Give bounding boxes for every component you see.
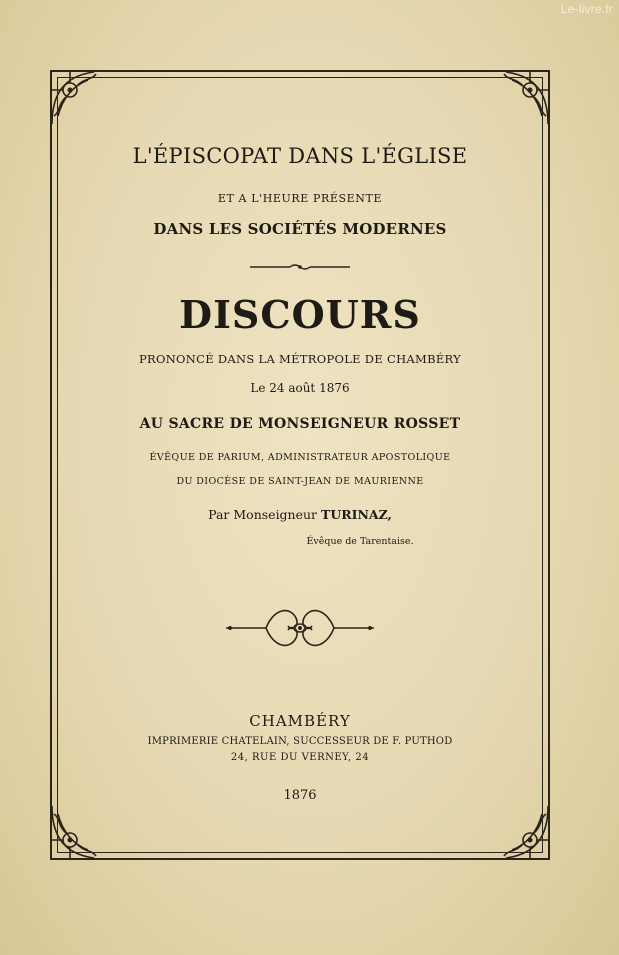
author-role: Évêque de Tarentaise. (306, 536, 414, 547)
watermark: Le-livre.fr (560, 2, 613, 16)
author-prefix: Par Monseigneur (208, 507, 318, 522)
role-line-2: DU DIOCÈSE DE SAINT-JEAN DE MAURIENNE (176, 476, 424, 487)
title-line-3: DANS LES SOCIÉTÉS MODERNES (153, 220, 447, 238)
corner-ornament-icon (486, 796, 556, 866)
title-line-2: ET A L'HEURE PRÉSENTE (217, 192, 383, 205)
corner-ornament-icon (44, 796, 114, 866)
corner-ornament-icon (486, 64, 556, 134)
address: 24, RUE DU VERNEY, 24 (230, 752, 370, 763)
corner-ornament-icon (44, 64, 114, 134)
date-line: Le 24 août 1876 (250, 381, 350, 395)
main-title: DISCOURS (179, 292, 421, 337)
author-name: TURINAZ, (321, 507, 392, 522)
divider-rule-icon (250, 262, 350, 272)
role-line-1: ÉVÊQUE DE PARIUM, ADMINISTRATEUR APOSTOLIQUE (149, 452, 451, 463)
author-line (60, 507, 540, 522)
title-line-1: L'ÉPISCOPAT DANS L'ÉGLISE (132, 144, 468, 168)
subtitle: PRONONCÉ DANS LA MÉTROPOLE DE CHAMBÉRY (138, 352, 462, 366)
central-ornament-icon (226, 598, 374, 658)
printer: IMPRIMERIE CHATELAIN, SUCCESSEUR DE F. PUTHOD (147, 736, 453, 747)
city: CHAMBÉRY (249, 712, 351, 730)
year: 1876 (283, 788, 317, 803)
occasion-line: AU SACRE DE MONSEIGNEUR ROSSET (139, 416, 461, 432)
